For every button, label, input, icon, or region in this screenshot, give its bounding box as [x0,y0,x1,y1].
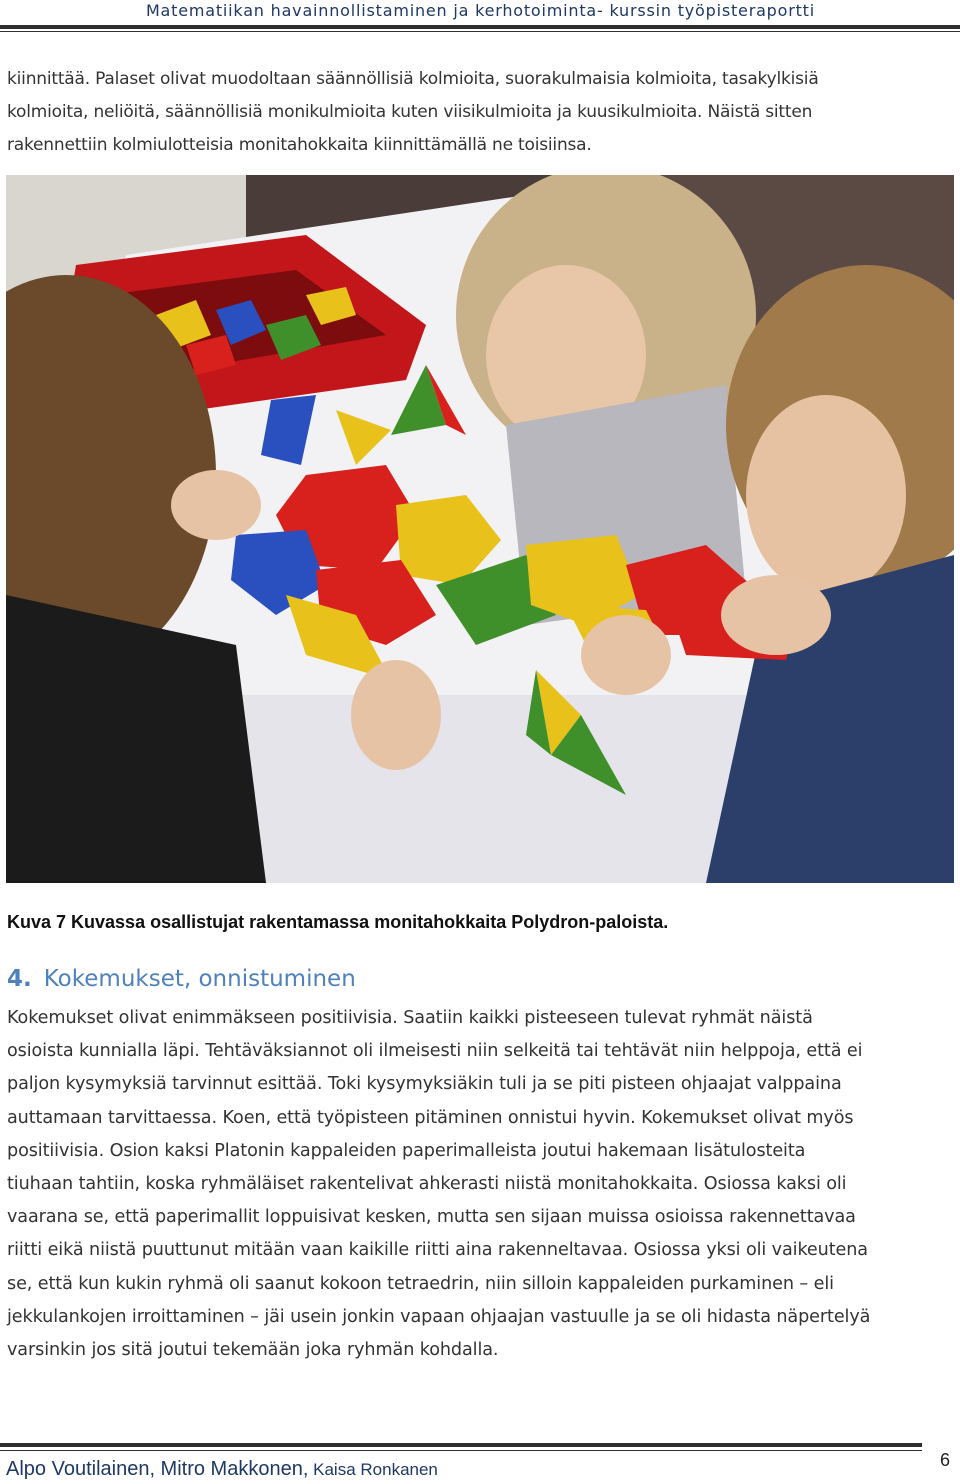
intro-line-2: kolmioita, neliöitä, säännöllisiä monikulmioita kuten viisikulmioita ja kuusikulmioita. Näistä sitten [7,102,813,122]
header-rule-thin [0,31,960,32]
authors-small: Kaisa Ronkanen [308,1460,438,1479]
footer-rule-thin [0,1450,922,1451]
body-line-1: Kokemukset olivat enimmäkseen positiivisia. Saatiin kaikki pisteeseen tulevat ryhmät näistä [7,1008,813,1028]
body-line-9: se, että kun kukin ryhmä oli saanut kokoon tetraedrin, niin silloin kappaleiden purkaminen – eli [7,1273,834,1294]
photo-illustration [6,175,954,883]
body-line-3: paljon kysymyksiä tarvinnut esittää. Toki kysymyksiäkin tuli ja se piti pisteen ohjaajat valppaina [7,1074,842,1095]
body-line-5: positiivisia. Osion kaksi Platonin kappaleiden paperimalleista joutui hakemaan lisätulosteita [7,1140,806,1161]
header-rule-thick [0,25,960,29]
body-line-11: varsinkin jos sitä joutui tekemään joka ryhmän kohdalla. [7,1340,499,1361]
body-line-8: riitti eikä niistä puuttunut mitään vaan kaikille riitti aina rakenneltavaa. Osiossa yksi oli vaikeutena [7,1240,868,1261]
section-heading [7,966,356,992]
figure-caption: Kuva 7 Kuvassa osallistujat rakentamassa monitahokkaita Polydron-paloista. [7,912,669,932]
section-title: Kokemukset, onnistuminen [43,966,356,992]
body-line-7: vaarana se, että paperimallit loppuisivat kesken, mutta sen sijaan muissa osioissa rakennettavaa [7,1207,856,1228]
footer-rule-thick [0,1443,922,1447]
authors-main: Alpo Voutilainen, Mitro Makkonen, [6,1458,309,1480]
footer-authors [6,1458,438,1481]
intro-line-1: kiinnittää. Palaset olivat muodoltaan säännöllisiä kolmioita, suorakulmaisia kolmioita, tasakylkisiä [7,69,819,89]
intro-line-3: rakennettiin kolmiulotteisia monitahokkaita kiinnittämällä ne toisiinsa. [7,135,592,155]
body-paragraph [7,1002,953,1367]
section-number: 4. [7,966,32,992]
page-number: 6 [940,1450,951,1470]
running-header: Matematiikan havainnollistaminen ja kerhotoiminta- kurssin työpisteraportti [145,1,815,20]
body-line-6: tiuhaan tahtiin, koska ryhmäläiset rakentelivat ahkerasti niistä monitahokkaita. Osiossa kaksi oli [7,1174,847,1195]
body-line-4: auttamaan tarvittaessa. Koen, että työpisteen pitäminen onnistui hyvin. Kokemukset olivat myös [7,1107,854,1128]
body-line-10: jekkulankojen irroittaminen – jäi usein jonkin vapaan ohjaajan vastuulle ja se oli hidasta näpertelyä [7,1306,871,1327]
intro-paragraph [7,63,952,162]
body-line-2: osioista kunnialla läpi. Tehtäväksiannot oli ilmeisesti niin selkeitä tai tehtävät niin helppoja, että ei [7,1041,863,1062]
photo-children-building-polyhedra [6,175,954,883]
